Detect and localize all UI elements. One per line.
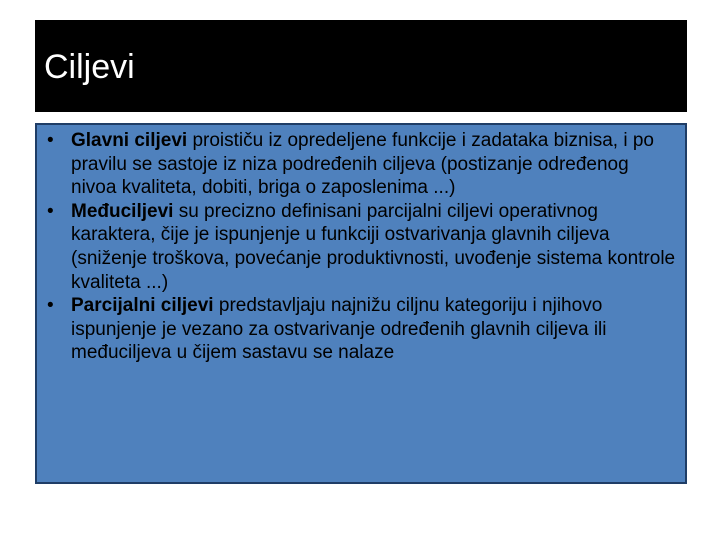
bullet-text: predstavljaju najnižu ciljnu kategoriju i njihovo ispunjenje je vezano za ostvarivanje određenih glavnih ciljeva ili međuciljeva u čijem sastavu se nalaze bbox=[71, 295, 607, 364]
bullet-item-parcijalni-ciljevi bbox=[37, 294, 677, 365]
slide-title: Ciljevi bbox=[44, 48, 135, 86]
bullet-dot-icon: • bbox=[47, 200, 54, 222]
bullet-term: Parcijalni ciljevi bbox=[71, 295, 214, 317]
content-box bbox=[35, 123, 687, 484]
bullet-text: su precizno definisani parcijalni ciljevi operativnog karaktera, čije je ispunjenje u funkciji ostvarivanja glavnih ciljeva (sniženje troškova, povećanje produktivnosti, uvođenje sistema kontrole kvaliteta ...) bbox=[71, 200, 676, 293]
bullet-dot-icon: • bbox=[47, 295, 54, 317]
bullet-item-glavni-ciljevi bbox=[37, 129, 677, 200]
bullet-item-meduciljevi bbox=[37, 200, 677, 294]
title-bar bbox=[35, 20, 687, 112]
bullet-dot-icon: • bbox=[47, 130, 54, 151]
bullet-term: Međuciljevi bbox=[71, 200, 174, 222]
bullet-term: Glavni ciljevi bbox=[71, 130, 188, 151]
bullet-list bbox=[37, 129, 677, 365]
bullet-text: proističu iz opredeljene funkcije i zadataka biznisa, i po pravilu se sastoje iz niza podređenih ciljeva (postizanje određenog nivoa kvaliteta, dobiti, briga o zaposlenima ...) bbox=[71, 130, 654, 199]
